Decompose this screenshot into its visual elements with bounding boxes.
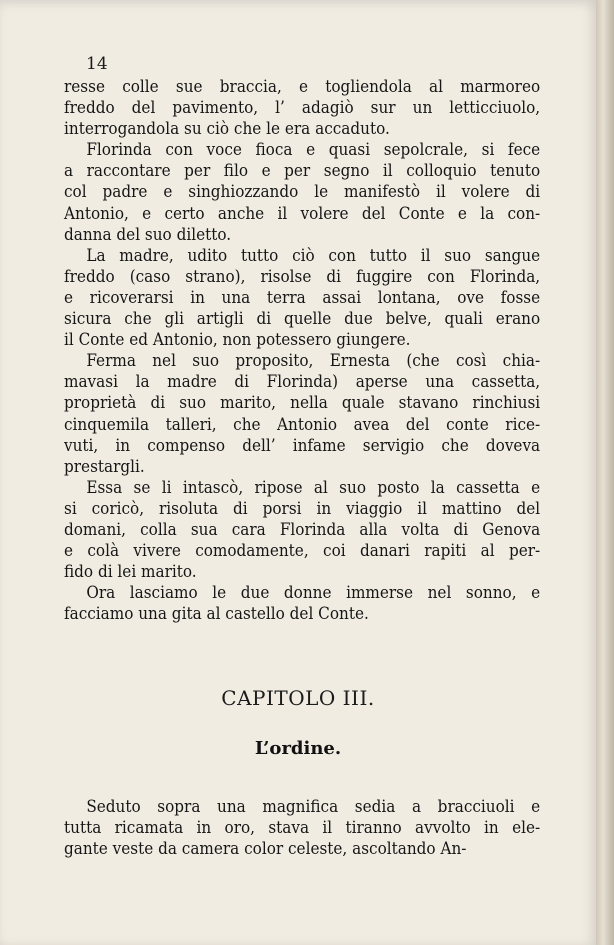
text-line: Ferma nel suo proposito, Ernesta (che così chia- [86, 351, 541, 371]
text-line: cinquemila talleri, che Antonio avea del conte rice- [64, 414, 541, 434]
text-line: tutta ricamata in oro, stava il tiranno avvolto in ele- [64, 818, 541, 838]
text-line: resse colle sue braccia, e togliendola al marmoreo [64, 77, 541, 96]
text-line: si coricò, risoluta di porsi in viaggio il mattino del [64, 498, 541, 518]
body-text-after-chapter [64, 796, 540, 859]
page-number: 14 [86, 54, 108, 74]
text-line: mavasi la madre di Florinda) aperse una cassetta, [64, 372, 541, 392]
text-line: vuti, in compenso dell’ infame servigio che doveva [64, 435, 541, 455]
text-line: danna del suo diletto. [64, 224, 232, 244]
text-line: a raccontare per filo e per segno il colloquio tenuto [64, 161, 541, 181]
text-line: Essa se li intascò, ripose al suo posto la cassetta e [86, 477, 541, 497]
text-line: Antonio, e certo anche il volere del Conte e la con- [64, 203, 541, 223]
text-line: facciamo una gita al castello del Conte. [64, 604, 369, 624]
text-line: Florinda con voce fioca e quasi sepolcrale, si fece [86, 140, 541, 160]
text-line: Seduto sopra una magnifica sedia a bracciuoli e [86, 797, 541, 816]
text-line: interrogandola su ciò che le era accaduto. [64, 119, 390, 139]
text-line: Ora lasciamo le due donne immerse nel sonno, e [86, 583, 541, 603]
section-title: L’ordine. [254, 738, 342, 759]
text-line: gante veste da camera color celeste, ascoltando An- [64, 839, 467, 859]
text-line: e colà vivere comodamente, coi danari rapiti al per- [64, 541, 541, 561]
body-text-before-chapter [64, 76, 540, 624]
text-line: prestargli. [64, 456, 145, 476]
text-line: La madre, udito tutto ciò con tutto il suo sangue [86, 245, 541, 265]
text-line: freddo del pavimento, l’ adagiò sur un letticciuolo, [64, 98, 541, 118]
text-line: fido di lei marito. [64, 562, 197, 582]
text-line: domani, colla sua cara Florinda alla volta di Genova [64, 519, 541, 539]
chapter-heading: CAPITOLO III. [221, 686, 375, 710]
text-line: proprietà di suo marito, nella quale stavano rinchiusi [64, 393, 541, 413]
text-line: il Conte ed Antonio, non potessero giungere. [64, 330, 411, 350]
text-line: col padre e singhiozzando le manifestò il volere di [64, 182, 541, 202]
page-edge [596, 0, 614, 945]
text-line: e ricoverarsi in una terra assai lontana, ove fosse [64, 287, 541, 307]
text-line: sicura che gli artigli di quelle due belve, quali erano [64, 309, 541, 329]
text-line: freddo (caso strano), risolse di fuggire con Florinda, [64, 266, 541, 286]
